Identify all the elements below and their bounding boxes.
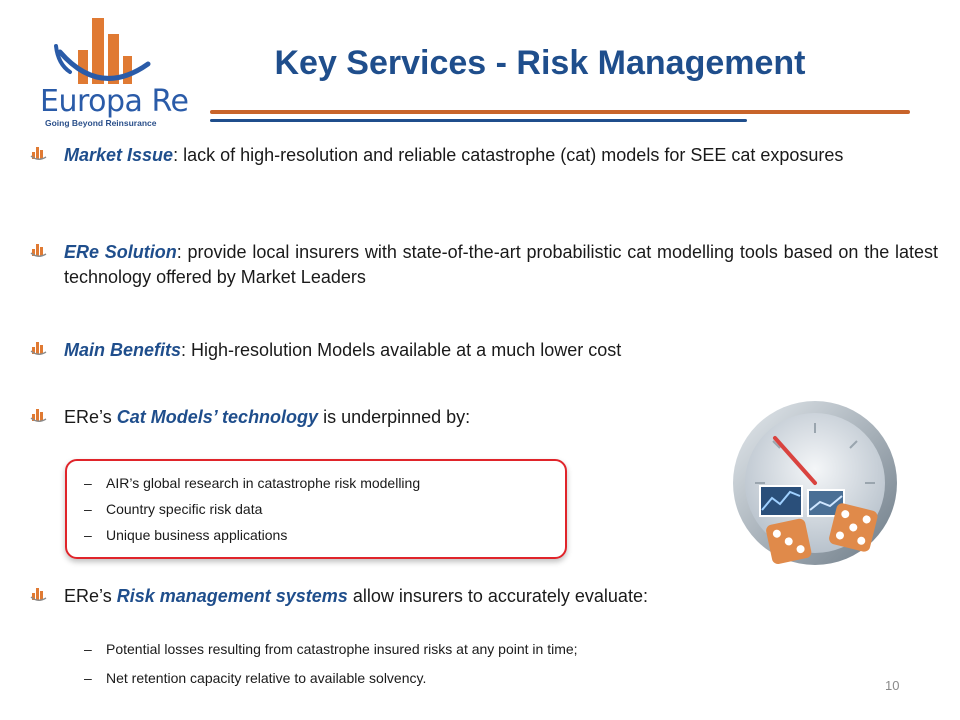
sub-item bbox=[84, 475, 420, 491]
bar-chart-bullet-icon bbox=[30, 408, 48, 422]
bullet-text: allow insurers to accurately evaluate: bbox=[347, 586, 648, 606]
page-number: 10 bbox=[885, 678, 900, 693]
bullet-text: : provide local insurers with state-of-the-art probabilistic cat modelling tools based on the latest technology offered by Market Leaders bbox=[64, 242, 938, 287]
logo-tagline: Going Beyond Reinsurance bbox=[45, 118, 157, 128]
sub-item-text: Potential losses resulting from catastrophe insured risks at any point in time; bbox=[106, 641, 578, 657]
dash: – bbox=[84, 527, 92, 543]
bullet-prefix: ERe’s bbox=[64, 407, 117, 427]
bullet-lead: ERe Solution bbox=[64, 242, 177, 262]
bullet-cat-models bbox=[30, 405, 730, 430]
sub-item-text: AIR’s global research in catastrophe risk modelling bbox=[106, 475, 421, 491]
bullet-text: is underpinned by: bbox=[318, 407, 471, 427]
bullet-lead: Risk management systems bbox=[116, 586, 348, 606]
bar-chart-bullet-icon bbox=[30, 587, 48, 601]
sub-item bbox=[84, 501, 262, 517]
bullet-market-issue bbox=[30, 143, 938, 168]
bullet-text: : lack of high-resolution and reliable catastrophe (cat) models for SEE cat exposures bbox=[173, 145, 844, 165]
gauge-dice-icon bbox=[720, 398, 920, 573]
bullet-text: : High-resolution Models available at a much lower cost bbox=[181, 340, 622, 360]
sub-item-text: Unique business applications bbox=[106, 527, 288, 543]
logo-name: Europa Re bbox=[40, 84, 189, 119]
sub-item-text: Net retention capacity relative to available solvency. bbox=[106, 670, 427, 686]
bullet-ere-solution bbox=[30, 240, 938, 290]
page-title: Key Services - Risk Management bbox=[274, 44, 806, 82]
title-rule-orange bbox=[210, 110, 910, 114]
title-rule-blue bbox=[210, 119, 747, 122]
bullet-lead: Cat Models’ technology bbox=[116, 407, 319, 427]
bullet-main-benefits bbox=[30, 338, 938, 363]
sub-item bbox=[84, 527, 287, 543]
dash: – bbox=[84, 670, 92, 686]
bar-chart-bullet-icon bbox=[30, 243, 48, 257]
bar-chart-bullet-icon bbox=[30, 146, 48, 160]
dash: – bbox=[84, 475, 92, 491]
dash: – bbox=[84, 501, 92, 517]
sub-item bbox=[84, 670, 426, 686]
logo-bars-icon bbox=[30, 12, 190, 92]
sub-item bbox=[84, 641, 578, 657]
bar-chart-bullet-icon bbox=[30, 341, 48, 355]
dash: – bbox=[84, 641, 92, 657]
bullet-lead: Market Issue bbox=[64, 145, 174, 165]
bullet-risk-systems bbox=[30, 584, 938, 609]
bullet-prefix: ERe’s bbox=[64, 586, 117, 606]
sub-item-text: Country specific risk data bbox=[106, 501, 263, 517]
bullet-lead: Main Benefits bbox=[64, 340, 182, 360]
